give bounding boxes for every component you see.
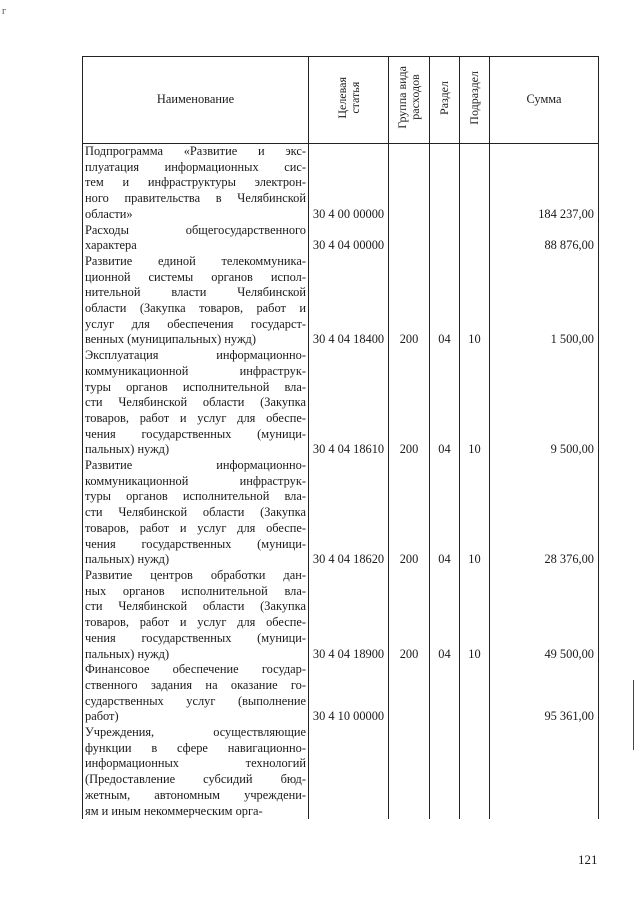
row-name-line: функции в сфере навигационно- bbox=[85, 740, 306, 755]
row-group: 200 bbox=[389, 348, 430, 458]
row-group bbox=[389, 144, 430, 223]
header-code: Целевая статья bbox=[309, 57, 389, 144]
row-subsection bbox=[460, 662, 490, 725]
row-name-line: нительной власти Челябинской bbox=[85, 285, 306, 300]
row-code: 30 4 04 00000 bbox=[309, 223, 389, 254]
row-name bbox=[83, 144, 309, 223]
row-name-line: чения государственных (муници- bbox=[85, 536, 306, 551]
table-row bbox=[83, 725, 599, 819]
row-name-line: чения государственных (муници- bbox=[85, 426, 306, 441]
table-row bbox=[83, 144, 599, 223]
row-sum: 1 500,00 bbox=[490, 254, 599, 348]
row-name bbox=[83, 725, 309, 819]
table-row bbox=[83, 254, 599, 348]
row-sum: 28 376,00 bbox=[490, 458, 599, 568]
row-name-line: (Предоставление субсидий бюд- bbox=[85, 772, 306, 787]
row-name-line: Развитие центров обработки дан- bbox=[85, 567, 306, 582]
row-group bbox=[389, 662, 430, 725]
row-code: 30 4 00 00000 bbox=[309, 144, 389, 223]
row-name-line: работ) bbox=[85, 709, 119, 724]
row-sum: 49 500,00 bbox=[490, 568, 599, 662]
row-name-line: жетным, автономным учреждени- bbox=[85, 787, 306, 802]
row-sum: 95 361,00 bbox=[490, 662, 599, 725]
row-subsection: 10 bbox=[460, 254, 490, 348]
row-name-line: Расходы общегосударственного bbox=[85, 222, 306, 237]
table-row bbox=[83, 348, 599, 458]
row-group: 200 bbox=[389, 568, 430, 662]
margin-mark: г bbox=[2, 6, 7, 17]
row-name bbox=[83, 662, 309, 725]
row-name-line: Развитие информационно- bbox=[85, 458, 306, 473]
row-name-line: ционной системы органов испол- bbox=[85, 269, 306, 284]
row-name-line: области (Закупка товаров, работ и bbox=[85, 301, 306, 316]
row-code: 30 4 04 18400 bbox=[309, 254, 389, 348]
row-name-line: пальных) нужд) bbox=[85, 646, 170, 661]
row-subsection bbox=[460, 144, 490, 223]
header-group: Группа вида расходов bbox=[389, 57, 430, 144]
row-name-line: Финансовое обеспечение государ- bbox=[85, 662, 306, 677]
row-name-line: товаров, работ и услуг для обеспе- bbox=[85, 520, 306, 535]
row-name bbox=[83, 348, 309, 458]
row-name bbox=[83, 568, 309, 662]
row-subsection: 10 bbox=[460, 348, 490, 458]
row-section: 04 bbox=[430, 348, 460, 458]
row-name-line: пальных) нужд) bbox=[85, 442, 170, 457]
row-name bbox=[83, 223, 309, 254]
row-section bbox=[430, 662, 460, 725]
row-group: 200 bbox=[389, 458, 430, 568]
row-section: 04 bbox=[430, 254, 460, 348]
row-name-line: информационных технологий bbox=[85, 756, 306, 771]
row-name-line: товаров, работ и услуг для обеспе- bbox=[85, 615, 306, 630]
row-name-line: плуатация информационных сис- bbox=[85, 159, 306, 174]
row-code bbox=[309, 725, 389, 819]
row-name-line: сти Челябинской области (Закупка bbox=[85, 395, 306, 410]
row-name-line: венных (муниципальных) нужд) bbox=[85, 332, 256, 347]
header-sum: Сумма bbox=[490, 57, 599, 144]
row-sum bbox=[490, 725, 599, 819]
row-subsection: 10 bbox=[460, 458, 490, 568]
row-name-line: туры органов исполнительной вла- bbox=[85, 489, 306, 504]
row-name-line: сударственных услуг (выполнение bbox=[85, 693, 306, 708]
row-section bbox=[430, 725, 460, 819]
table-row bbox=[83, 223, 599, 254]
row-name-line: сти Челябинской области (Закупка bbox=[85, 599, 306, 614]
row-subsection bbox=[460, 223, 490, 254]
row-code: 30 4 04 18620 bbox=[309, 458, 389, 568]
row-name-line: услуг для обеспечения государст- bbox=[85, 316, 306, 331]
row-name-line: туры органов исполнительной вла- bbox=[85, 379, 306, 394]
row-name-line: пальных) нужд) bbox=[85, 552, 170, 567]
row-sum: 88 876,00 bbox=[490, 223, 599, 254]
page-number: 121 bbox=[578, 852, 598, 867]
row-name-line: ям и иным некоммерческим орга- bbox=[85, 803, 263, 818]
row-section: 04 bbox=[430, 568, 460, 662]
row-name-line: области» bbox=[85, 206, 133, 221]
row-name-line: Эксплуатация информационно- bbox=[85, 348, 306, 363]
row-section: 04 bbox=[430, 458, 460, 568]
row-subsection: 10 bbox=[460, 568, 490, 662]
table-row bbox=[83, 458, 599, 568]
row-code: 30 4 10 00000 bbox=[309, 662, 389, 725]
row-group: 200 bbox=[389, 254, 430, 348]
row-name-line: сти Челябинской области (Закупка bbox=[85, 505, 306, 520]
header-section: Раздел bbox=[430, 57, 460, 144]
row-name-line: Учреждения, осуществляющие bbox=[85, 725, 306, 740]
table-row bbox=[83, 662, 599, 725]
table-header-row bbox=[83, 57, 599, 144]
row-name-line: тем и инфраструктуры электрон- bbox=[85, 175, 306, 190]
row-name bbox=[83, 254, 309, 348]
row-subsection bbox=[460, 725, 490, 819]
table-row bbox=[83, 568, 599, 662]
row-name bbox=[83, 458, 309, 568]
row-name-line: Подпрограмма «Развитие и экс- bbox=[85, 144, 306, 158]
row-name-line: чения государственных (муници- bbox=[85, 630, 306, 645]
header-name: Наименование bbox=[83, 57, 309, 144]
row-group bbox=[389, 725, 430, 819]
row-sum: 9 500,00 bbox=[490, 348, 599, 458]
margin-tick bbox=[633, 680, 634, 750]
row-name-line: коммуникационной инфраструк- bbox=[85, 473, 306, 488]
budget-table bbox=[82, 56, 599, 819]
row-group bbox=[389, 223, 430, 254]
row-name-line: коммуникационной инфраструк- bbox=[85, 363, 306, 378]
header-subsection: Подраздел bbox=[460, 57, 490, 144]
row-name-line: ных органов исполнительной вла- bbox=[85, 583, 306, 598]
row-name-line: ного правительства в Челябинской bbox=[85, 191, 306, 206]
row-name-line: ственного задания на оказание го- bbox=[85, 677, 306, 692]
row-section bbox=[430, 144, 460, 223]
row-name-line: товаров, работ и услуг для обеспе- bbox=[85, 410, 306, 425]
row-name-line: Развитие единой телекоммуника- bbox=[85, 253, 306, 268]
row-section bbox=[430, 223, 460, 254]
row-code: 30 4 04 18900 bbox=[309, 568, 389, 662]
row-name-line: характера bbox=[85, 238, 137, 253]
row-sum: 184 237,00 bbox=[490, 144, 599, 223]
row-code: 30 4 04 18610 bbox=[309, 348, 389, 458]
